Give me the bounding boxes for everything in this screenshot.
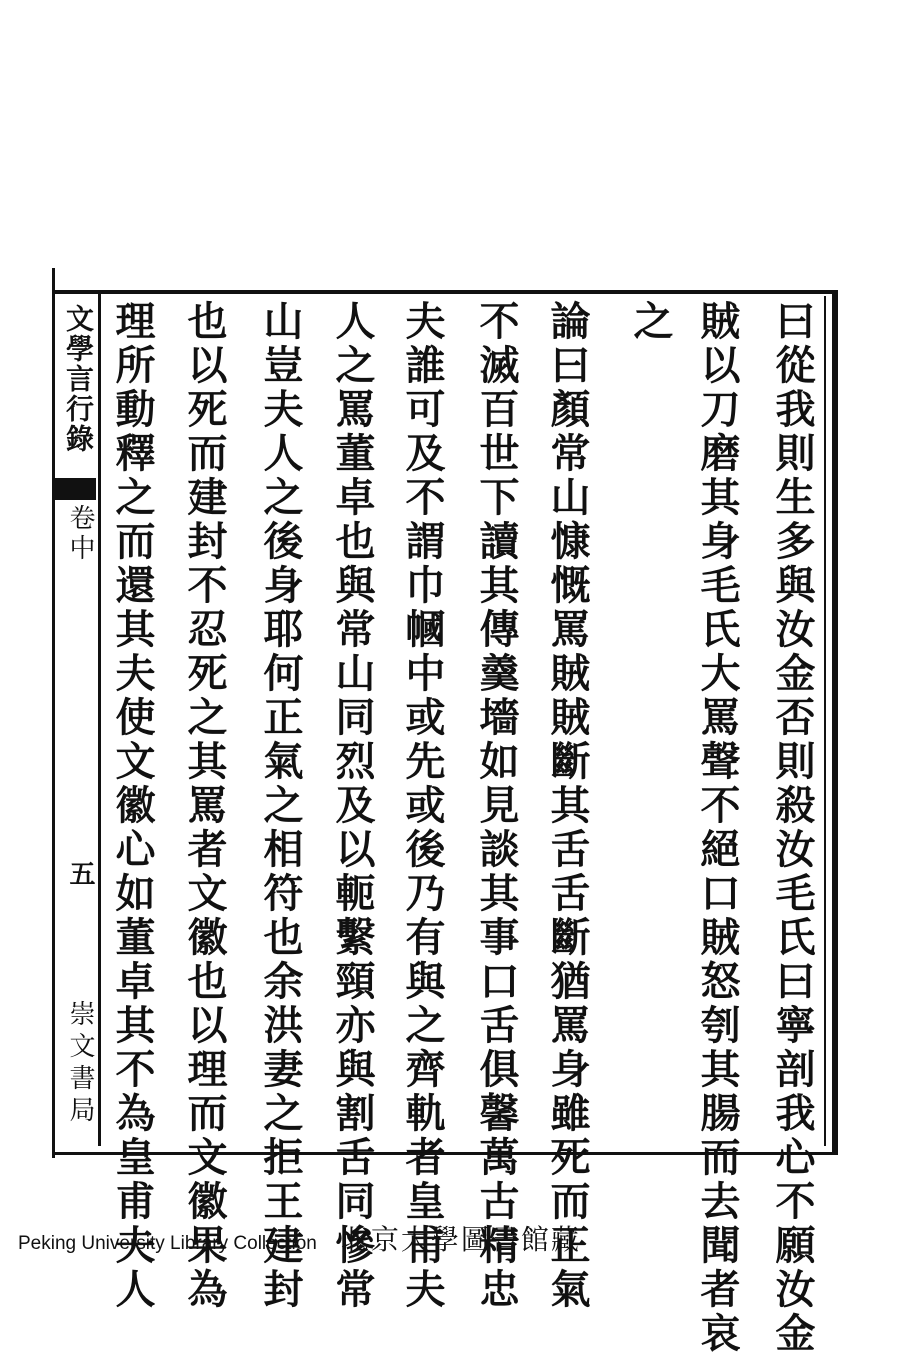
fishtail-mark xyxy=(54,478,96,500)
text-column-4: 論曰顏常山慷慨罵賊賊斷其舌舌斷猶罵身雖死而正氣 xyxy=(544,300,591,1312)
text-column-1: 曰從我則生多與汝金否則殺汝毛氏曰寧剖我心不願汝金 xyxy=(769,300,816,1356)
text-column-7: 人之罵董卓也與常山同烈及以軛繫頸亦與割舌同慘常 xyxy=(329,300,376,1312)
margin-juan: 卷中 xyxy=(65,504,95,564)
footer-english: Peking University Library Collection xyxy=(18,1233,317,1254)
right-rule-thin xyxy=(824,296,826,1146)
text-column-8: 山豈夫人之後身耶何正氣之相符也余洪妻之拒王建封 xyxy=(257,300,304,1312)
margin-publisher: 崇文書局 xyxy=(65,1000,95,1128)
text-column-2: 賊以刀磨其身毛氏大罵聲不絕口賊怒刳其腸而去聞者哀 xyxy=(694,300,741,1356)
margin-page-number: 五 xyxy=(65,860,95,886)
text-column-5: 不滅百世下讀其傳羹墻如見談其事口舌俱馨萬古精忠 xyxy=(473,300,520,1312)
right-rule xyxy=(832,290,838,1152)
margin-title: 文學言行錄 xyxy=(62,304,95,454)
text-column-9: 也以死而建封不忍死之其罵者文徽也以理而文徽果為 xyxy=(181,300,228,1312)
text-column-6: 夫誰可及不謂巾幗中或先或後乃有與之齊軌者皇甫夫 xyxy=(399,300,446,1312)
footer-chinese: 北京大學圖書館藏 xyxy=(340,1223,581,1256)
text-column-10: 理所動釋之而還其夫使文徽心如董卓其不為皇甫夫人 xyxy=(109,300,156,1312)
text-column-3: 之 xyxy=(627,300,674,344)
collection-footer xyxy=(18,1218,581,1258)
margin-column xyxy=(54,300,96,1146)
